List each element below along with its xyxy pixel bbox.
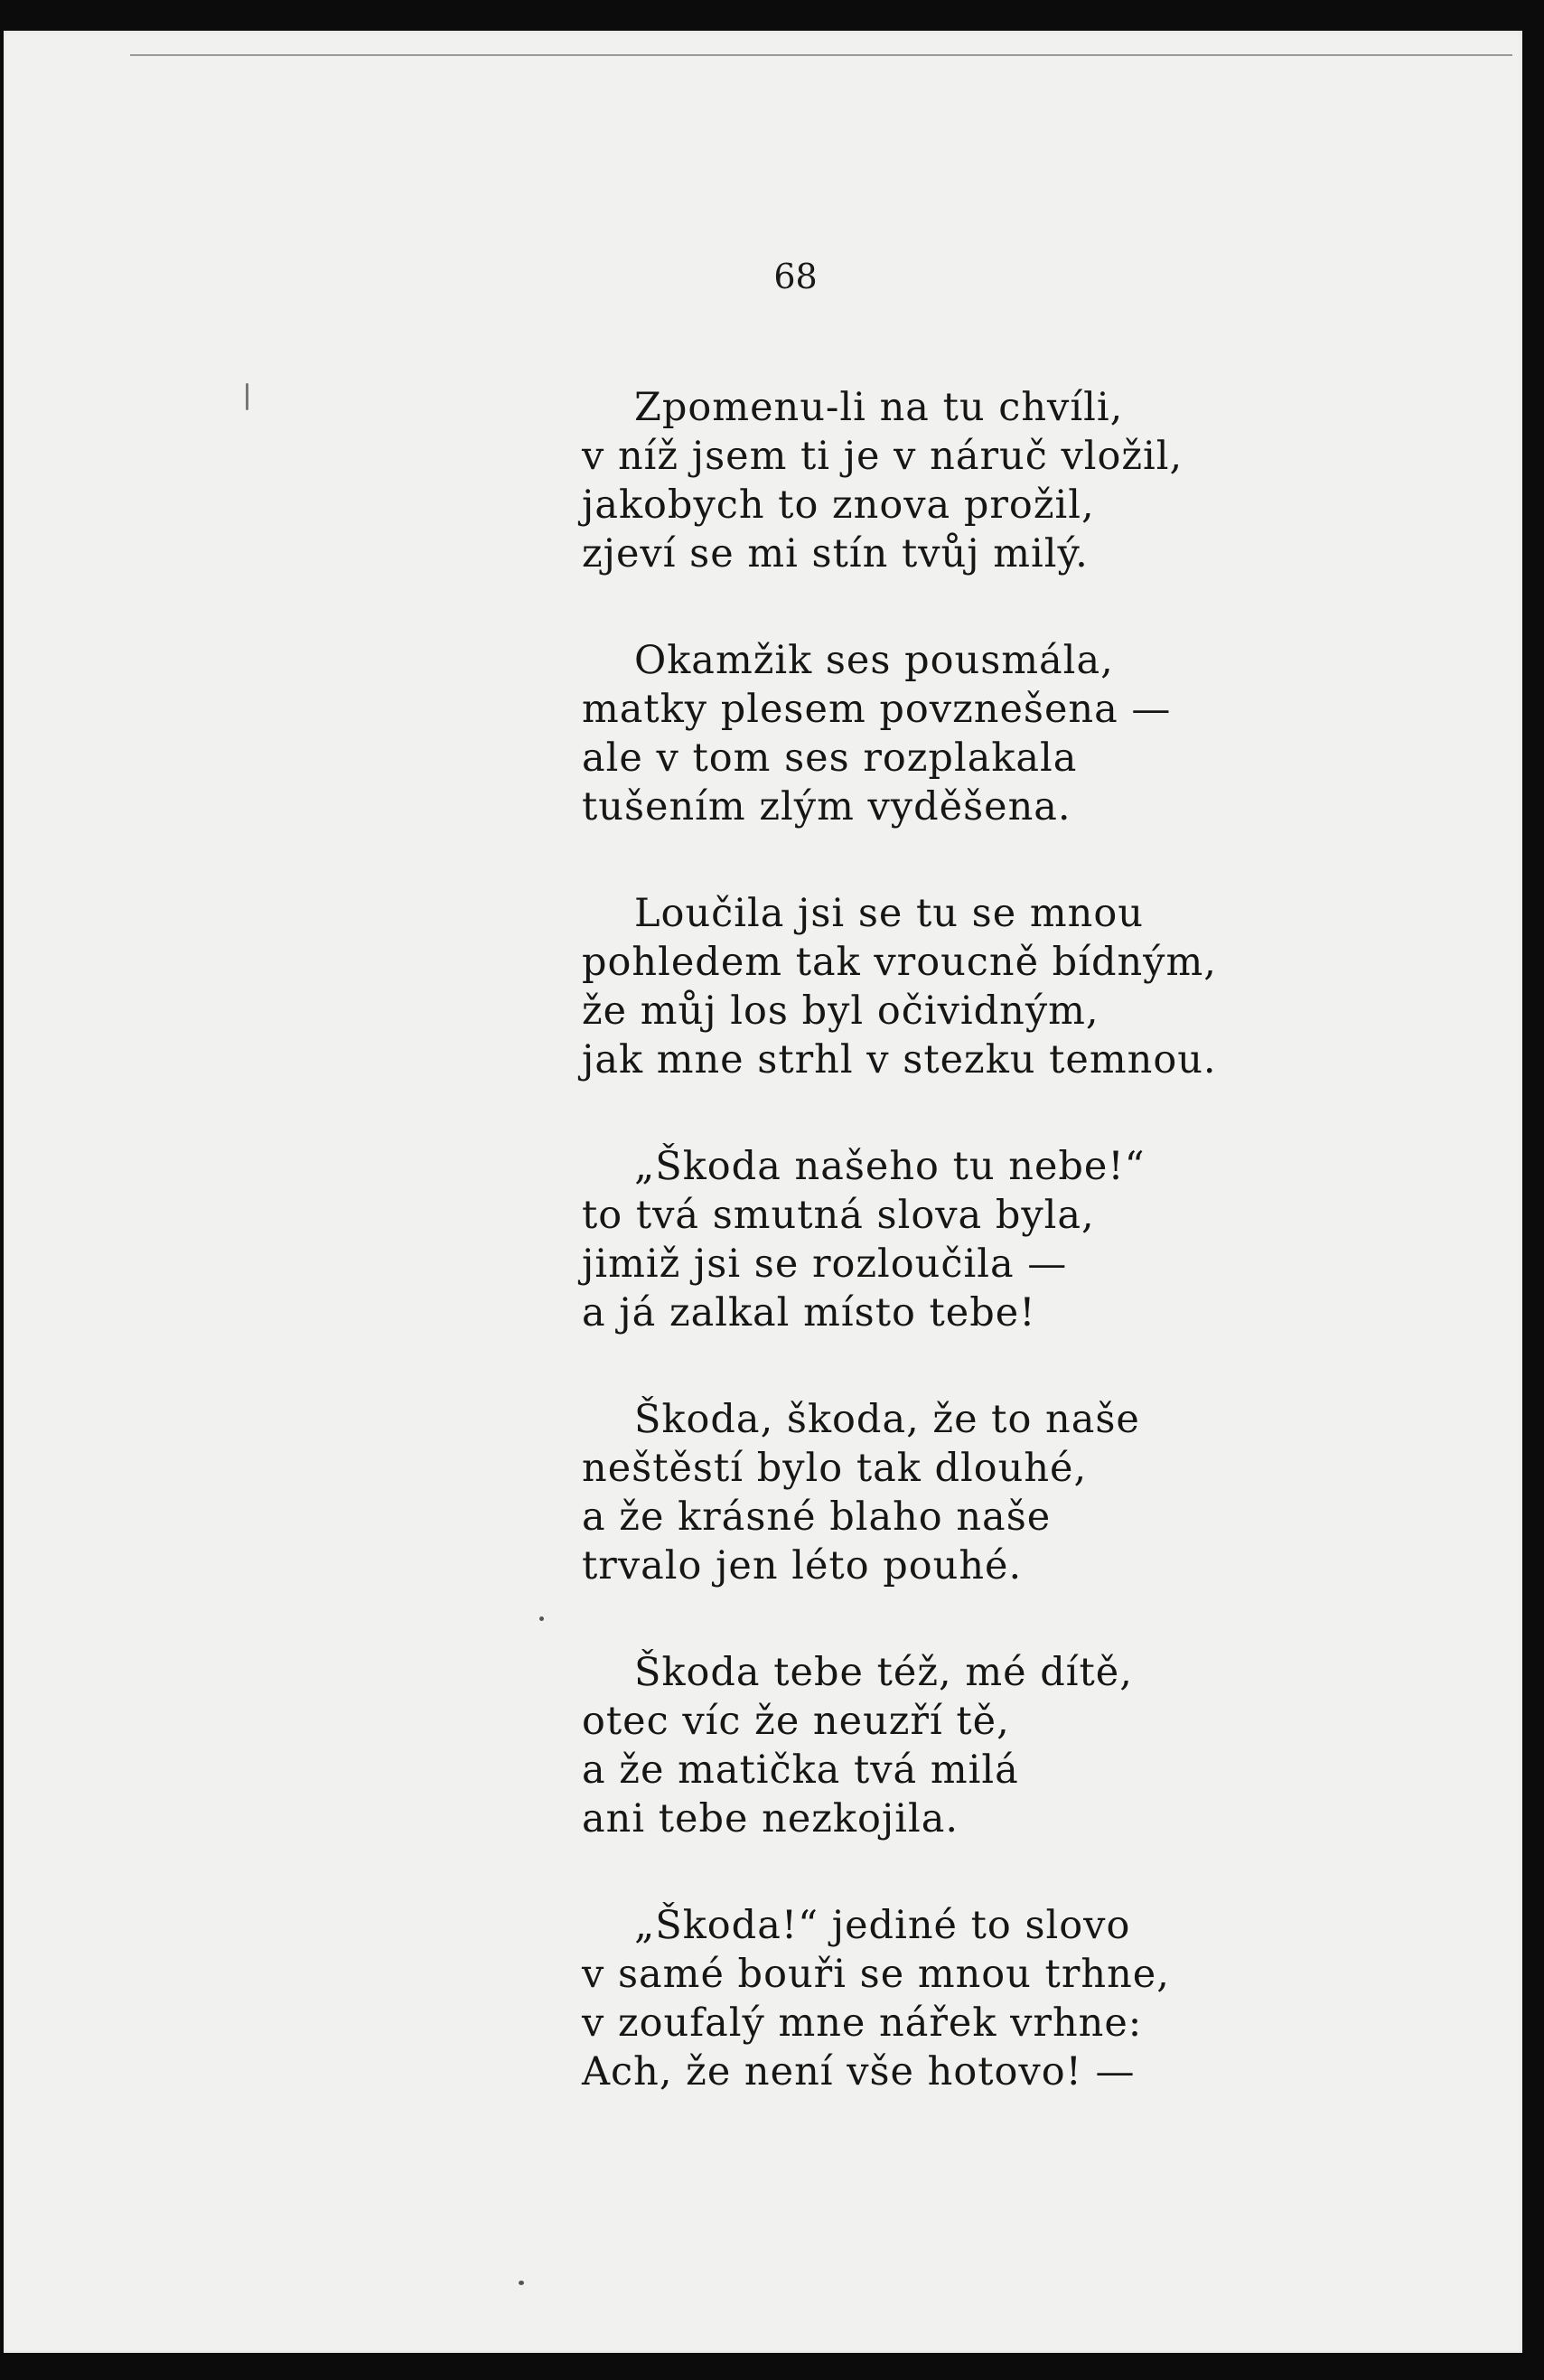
stanza-4	[582, 1142, 1485, 1337]
poem-line: „Škoda našeho tu nebe!“	[634, 1144, 1146, 1189]
page-number: 68	[773, 257, 818, 296]
stanza-5	[582, 1395, 1485, 1590]
poem-line: matky plesem povznešena —	[582, 687, 1172, 732]
stanza-2	[582, 636, 1485, 831]
poem-line: trvalo jen léto pouhé.	[582, 1543, 1023, 1588]
paper-speck	[539, 1616, 544, 1621]
poem-line: Zpomenu-li na tu chvíli,	[634, 385, 1124, 430]
poem-line: pohledem tak vroucně bídným,	[582, 940, 1217, 985]
poem-line: Škoda, škoda, že to naše	[634, 1397, 1140, 1442]
poem-line: Loučila jsi se tu se mnou	[634, 891, 1144, 936]
paper-speck	[246, 383, 248, 410]
paper-speck	[519, 2281, 524, 2285]
poem-line: a že krásné blaho naše	[582, 1495, 1052, 1540]
poem	[582, 383, 1485, 2154]
poem-line: v zoufalý mne nářek vrhne:	[582, 2001, 1143, 2046]
poem-line: a že matička tvá milá	[582, 1748, 1019, 1793]
poem-line: otec víc že neuzří tě,	[582, 1699, 1010, 1744]
poem-line: to tvá smutná slova byla,	[582, 1193, 1095, 1238]
stanza-3	[582, 889, 1485, 1084]
poem-line: tušením zlým vyděšena.	[582, 784, 1071, 829]
book-page	[4, 31, 1522, 2353]
poem-line: ani tebe nezkojila.	[582, 1796, 959, 1841]
stanza-7	[582, 1901, 1485, 2096]
poem-line: v níž jsem ti je v náruč vložil,	[582, 434, 1184, 479]
poem-line: jakobych to znova prožil,	[582, 483, 1095, 528]
poem-line: že můj los byl očividným,	[582, 989, 1100, 1034]
poem-line: v samé bouři se mnou trhne,	[582, 1952, 1170, 1997]
poem-line: Ach, že není vše hotovo! —	[582, 2049, 1136, 2094]
poem-line: „Škoda!“ jediné to slovo	[634, 1903, 1131, 1948]
poem-line: ale v tom ses rozplakala	[582, 736, 1078, 781]
poem-line: jimiž jsi se rozloučila —	[582, 1242, 1068, 1287]
poem-line: Okamžik ses pousmála,	[634, 638, 1114, 683]
poem-line: zjeví se mi stín tvůj milý.	[582, 531, 1089, 576]
stanza-1	[582, 383, 1485, 578]
poem-line: Škoda tebe též, mé dítě,	[634, 1650, 1133, 1695]
page-top-edge-line	[130, 54, 1512, 56]
stanza-6	[582, 1648, 1485, 1843]
poem-line: a já zalkal místo tebe!	[582, 1290, 1036, 1335]
poem-line: jak mne strhl v stezku temnou.	[582, 1037, 1217, 1082]
poem-line: neštěstí bylo tak dlouhé,	[582, 1446, 1088, 1491]
